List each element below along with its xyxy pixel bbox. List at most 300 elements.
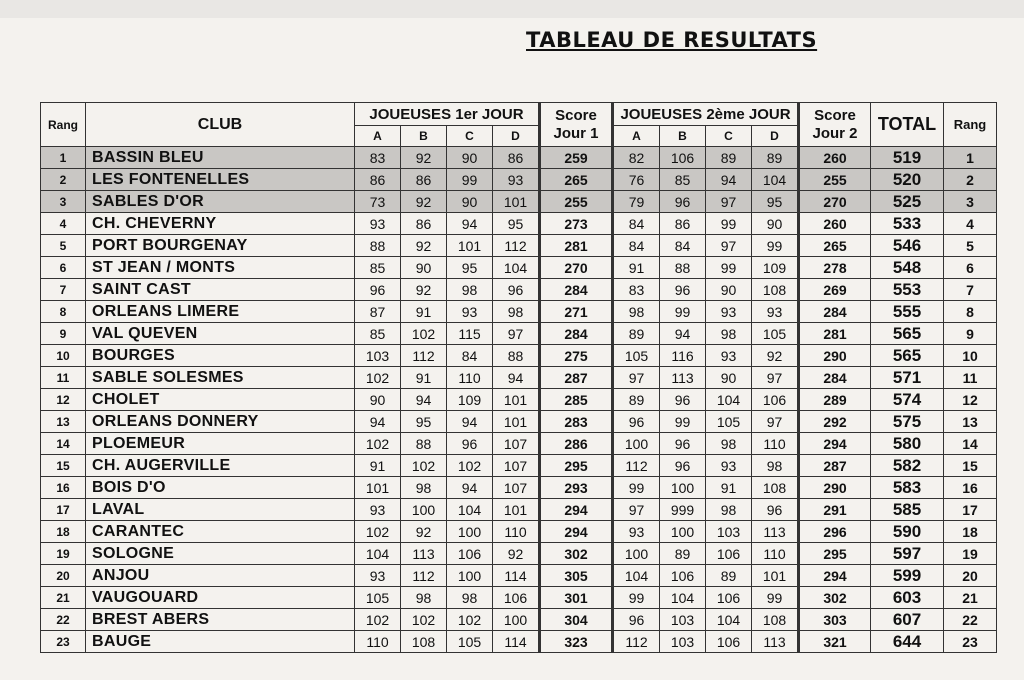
day1-a-cell: 102 [355, 367, 401, 389]
day2-c-cell: 98 [706, 499, 752, 521]
day1-c-cell: 100 [447, 521, 493, 543]
day1-a-cell: 110 [355, 631, 401, 653]
day2-b-cell: 103 [660, 609, 706, 631]
day1-c-cell: 98 [447, 279, 493, 301]
day1-b-cell: 102 [401, 609, 447, 631]
table-row [41, 433, 997, 455]
club-cell: LES FONTENELLES [86, 169, 355, 191]
rang-cell: 1 [41, 147, 86, 169]
day1-d-cell: 86 [493, 147, 540, 169]
day2-d-cell: 99 [752, 587, 799, 609]
day2-b-cell: 84 [660, 235, 706, 257]
day1-a-cell: 101 [355, 477, 401, 499]
day1-a-cell: 73 [355, 191, 401, 213]
score-day2-cell: 295 [799, 543, 871, 565]
day1-d-cell: 92 [493, 543, 540, 565]
day2-c-cell: 90 [706, 367, 752, 389]
day1-c-cell: 109 [447, 389, 493, 411]
day1-c-cell: 98 [447, 587, 493, 609]
total-cell: 583 [871, 477, 944, 499]
total-cell: 607 [871, 609, 944, 631]
table-row [41, 235, 997, 257]
day1-c-cell: 100 [447, 565, 493, 587]
table-row [41, 213, 997, 235]
final-rank-cell: 1 [944, 147, 997, 169]
score-day1-cell: 295 [540, 455, 613, 477]
table-row [41, 389, 997, 411]
day1-c-cell: 106 [447, 543, 493, 565]
day2-a-cell: 96 [613, 609, 660, 631]
day2-b-cell: 116 [660, 345, 706, 367]
day1-c-cell: 94 [447, 213, 493, 235]
club-cell: CARANTEC [86, 521, 355, 543]
header-score-day2-line2: Jour 2 [812, 124, 858, 142]
score-day1-cell: 285 [540, 389, 613, 411]
day1-b-cell: 92 [401, 235, 447, 257]
day1-a-cell: 105 [355, 587, 401, 609]
score-day2-cell: 284 [799, 301, 871, 323]
score-day2-cell: 265 [799, 235, 871, 257]
club-cell: CH. CHEVERNY [86, 213, 355, 235]
header-club: CLUB [86, 103, 355, 147]
table-row [41, 147, 997, 169]
day1-d-cell: 98 [493, 301, 540, 323]
score-day2-cell: 278 [799, 257, 871, 279]
score-day2-cell: 292 [799, 411, 871, 433]
day2-c-cell: 103 [706, 521, 752, 543]
rang-cell: 15 [41, 455, 86, 477]
header-day2: JOUEUSES 2ème JOUR [613, 103, 799, 126]
header-player-c-day1: C [447, 126, 493, 147]
day2-d-cell: 104 [752, 169, 799, 191]
day1-a-cell: 87 [355, 301, 401, 323]
results-sheet [0, 18, 1024, 680]
club-cell: BREST ABERS [86, 609, 355, 631]
header-score-day1-line2: Jour 1 [553, 124, 599, 142]
day2-d-cell: 109 [752, 257, 799, 279]
rang-cell: 14 [41, 433, 86, 455]
day1-c-cell: 105 [447, 631, 493, 653]
final-rank-cell: 21 [944, 587, 997, 609]
day2-a-cell: 82 [613, 147, 660, 169]
day1-b-cell: 100 [401, 499, 447, 521]
day1-b-cell: 91 [401, 367, 447, 389]
club-cell: SABLES D'OR [86, 191, 355, 213]
page-title: TABLEAU DE RESULTATS [526, 28, 818, 52]
day2-d-cell: 113 [752, 521, 799, 543]
total-cell: 553 [871, 279, 944, 301]
day2-a-cell: 83 [613, 279, 660, 301]
day1-d-cell: 101 [493, 191, 540, 213]
final-rank-cell: 6 [944, 257, 997, 279]
club-cell: BOURGES [86, 345, 355, 367]
day1-a-cell: 102 [355, 433, 401, 455]
total-cell: 590 [871, 521, 944, 543]
day1-d-cell: 112 [493, 235, 540, 257]
day1-d-cell: 107 [493, 477, 540, 499]
final-rank-cell: 4 [944, 213, 997, 235]
day2-d-cell: 110 [752, 433, 799, 455]
day2-b-cell: 96 [660, 389, 706, 411]
day1-b-cell: 102 [401, 323, 447, 345]
day1-d-cell: 107 [493, 433, 540, 455]
day2-b-cell: 96 [660, 433, 706, 455]
day2-c-cell: 99 [706, 213, 752, 235]
day1-b-cell: 94 [401, 389, 447, 411]
day1-a-cell: 85 [355, 257, 401, 279]
score-day1-cell: 294 [540, 499, 613, 521]
day1-d-cell: 94 [493, 367, 540, 389]
total-cell: 574 [871, 389, 944, 411]
day1-d-cell: 104 [493, 257, 540, 279]
rang-cell: 11 [41, 367, 86, 389]
day1-d-cell: 100 [493, 609, 540, 631]
score-day2-cell: 294 [799, 565, 871, 587]
score-day2-cell: 291 [799, 499, 871, 521]
day2-b-cell: 96 [660, 191, 706, 213]
final-rank-cell: 15 [944, 455, 997, 477]
header-player-c-day2: C [706, 126, 752, 147]
day2-d-cell: 97 [752, 367, 799, 389]
day1-d-cell: 101 [493, 499, 540, 521]
final-rank-cell: 20 [944, 565, 997, 587]
day2-a-cell: 97 [613, 499, 660, 521]
day1-a-cell: 93 [355, 499, 401, 521]
total-cell: 548 [871, 257, 944, 279]
day2-d-cell: 90 [752, 213, 799, 235]
total-cell: 597 [871, 543, 944, 565]
rang-cell: 7 [41, 279, 86, 301]
table-row [41, 169, 997, 191]
day2-c-cell: 93 [706, 455, 752, 477]
day1-a-cell: 93 [355, 213, 401, 235]
table-row [41, 543, 997, 565]
final-rank-cell: 11 [944, 367, 997, 389]
day2-a-cell: 84 [613, 213, 660, 235]
score-day1-cell: 255 [540, 191, 613, 213]
score-day1-cell: 273 [540, 213, 613, 235]
rang-cell: 5 [41, 235, 86, 257]
day2-b-cell: 86 [660, 213, 706, 235]
rang-cell: 19 [41, 543, 86, 565]
day1-b-cell: 92 [401, 521, 447, 543]
total-cell: 585 [871, 499, 944, 521]
day1-c-cell: 102 [447, 455, 493, 477]
table-row [41, 521, 997, 543]
total-cell: 571 [871, 367, 944, 389]
day2-c-cell: 98 [706, 433, 752, 455]
day1-b-cell: 92 [401, 279, 447, 301]
table-row [41, 323, 997, 345]
day1-d-cell: 106 [493, 587, 540, 609]
day1-c-cell: 101 [447, 235, 493, 257]
day1-d-cell: 96 [493, 279, 540, 301]
day1-d-cell: 93 [493, 169, 540, 191]
day2-a-cell: 91 [613, 257, 660, 279]
total-cell: 533 [871, 213, 944, 235]
final-rank-cell: 18 [944, 521, 997, 543]
day2-c-cell: 105 [706, 411, 752, 433]
score-day2-cell: 321 [799, 631, 871, 653]
day1-c-cell: 93 [447, 301, 493, 323]
club-cell: BASSIN BLEU [86, 147, 355, 169]
day1-d-cell: 101 [493, 389, 540, 411]
score-day2-cell: 260 [799, 147, 871, 169]
day2-d-cell: 113 [752, 631, 799, 653]
final-rank-cell: 19 [944, 543, 997, 565]
day2-a-cell: 79 [613, 191, 660, 213]
table-row [41, 345, 997, 367]
table-row [41, 477, 997, 499]
day2-d-cell: 106 [752, 389, 799, 411]
day1-a-cell: 104 [355, 543, 401, 565]
day2-c-cell: 99 [706, 257, 752, 279]
total-cell: 520 [871, 169, 944, 191]
final-rank-cell: 10 [944, 345, 997, 367]
results-table [40, 102, 997, 653]
day1-c-cell: 110 [447, 367, 493, 389]
score-day1-cell: 284 [540, 323, 613, 345]
total-cell: 603 [871, 587, 944, 609]
final-rank-cell: 16 [944, 477, 997, 499]
score-day1-cell: 259 [540, 147, 613, 169]
day2-b-cell: 96 [660, 455, 706, 477]
day2-b-cell: 94 [660, 323, 706, 345]
score-day2-cell: 260 [799, 213, 871, 235]
rang-cell: 6 [41, 257, 86, 279]
final-rank-cell: 3 [944, 191, 997, 213]
day1-c-cell: 84 [447, 345, 493, 367]
day2-d-cell: 89 [752, 147, 799, 169]
day1-b-cell: 86 [401, 213, 447, 235]
day1-b-cell: 86 [401, 169, 447, 191]
day2-b-cell: 100 [660, 521, 706, 543]
total-cell: 565 [871, 323, 944, 345]
day2-d-cell: 97 [752, 411, 799, 433]
day1-d-cell: 101 [493, 411, 540, 433]
day1-a-cell: 102 [355, 609, 401, 631]
header-score-day1-line1: Score [555, 106, 597, 124]
club-cell: CHOLET [86, 389, 355, 411]
score-day2-cell: 294 [799, 433, 871, 455]
score-day2-cell: 284 [799, 367, 871, 389]
day1-b-cell: 92 [401, 191, 447, 213]
total-cell: 599 [871, 565, 944, 587]
total-cell: 546 [871, 235, 944, 257]
day2-d-cell: 108 [752, 477, 799, 499]
table-row [41, 191, 997, 213]
club-cell: CH. AUGERVILLE [86, 455, 355, 477]
score-day1-cell: 293 [540, 477, 613, 499]
header-player-b-day1: B [401, 126, 447, 147]
table-row [41, 301, 997, 323]
score-day2-cell: 290 [799, 477, 871, 499]
final-rank-cell: 5 [944, 235, 997, 257]
header-player-d-day1: D [493, 126, 540, 147]
final-rank-cell: 17 [944, 499, 997, 521]
day2-a-cell: 84 [613, 235, 660, 257]
day2-b-cell: 88 [660, 257, 706, 279]
day2-d-cell: 110 [752, 543, 799, 565]
day2-d-cell: 93 [752, 301, 799, 323]
final-rank-cell: 12 [944, 389, 997, 411]
day2-c-cell: 91 [706, 477, 752, 499]
header-player-a-day2: A [613, 126, 660, 147]
score-day1-cell: 271 [540, 301, 613, 323]
day1-d-cell: 114 [493, 565, 540, 587]
results-body [41, 147, 997, 653]
header-day1: JOUEUSES 1er JOUR [355, 103, 540, 126]
day2-b-cell: 89 [660, 543, 706, 565]
rang-cell: 16 [41, 477, 86, 499]
total-cell: 580 [871, 433, 944, 455]
final-rank-cell: 9 [944, 323, 997, 345]
club-cell: SABLE SOLESMES [86, 367, 355, 389]
day1-a-cell: 88 [355, 235, 401, 257]
final-rank-cell: 2 [944, 169, 997, 191]
day2-b-cell: 85 [660, 169, 706, 191]
day2-a-cell: 76 [613, 169, 660, 191]
club-cell: ANJOU [86, 565, 355, 587]
rang-cell: 22 [41, 609, 86, 631]
day2-a-cell: 97 [613, 367, 660, 389]
table-row [41, 455, 997, 477]
day2-c-cell: 106 [706, 587, 752, 609]
table-row [41, 631, 997, 653]
final-rank-cell: 23 [944, 631, 997, 653]
club-cell: PLOEMEUR [86, 433, 355, 455]
header-player-d-day2: D [752, 126, 799, 147]
day2-d-cell: 96 [752, 499, 799, 521]
club-cell: LAVAL [86, 499, 355, 521]
score-day1-cell: 281 [540, 235, 613, 257]
day1-a-cell: 85 [355, 323, 401, 345]
day2-c-cell: 98 [706, 323, 752, 345]
day2-c-cell: 104 [706, 389, 752, 411]
score-day2-cell: 287 [799, 455, 871, 477]
score-day2-cell: 255 [799, 169, 871, 191]
day2-a-cell: 93 [613, 521, 660, 543]
header-score-day1 [540, 103, 613, 147]
total-cell: 519 [871, 147, 944, 169]
day1-d-cell: 97 [493, 323, 540, 345]
score-day1-cell: 270 [540, 257, 613, 279]
day2-d-cell: 95 [752, 191, 799, 213]
rang-cell: 3 [41, 191, 86, 213]
day2-b-cell: 999 [660, 499, 706, 521]
club-cell: VAL QUEVEN [86, 323, 355, 345]
score-day1-cell: 304 [540, 609, 613, 631]
day2-a-cell: 112 [613, 631, 660, 653]
day2-d-cell: 101 [752, 565, 799, 587]
table-row [41, 367, 997, 389]
day1-b-cell: 90 [401, 257, 447, 279]
club-cell: BOIS D'O [86, 477, 355, 499]
day1-a-cell: 94 [355, 411, 401, 433]
score-day1-cell: 284 [540, 279, 613, 301]
score-day1-cell: 283 [540, 411, 613, 433]
day1-a-cell: 102 [355, 521, 401, 543]
day2-c-cell: 106 [706, 543, 752, 565]
rang-cell: 2 [41, 169, 86, 191]
table-row [41, 565, 997, 587]
day2-b-cell: 103 [660, 631, 706, 653]
final-rank-cell: 22 [944, 609, 997, 631]
total-cell: 644 [871, 631, 944, 653]
rang-cell: 18 [41, 521, 86, 543]
score-day1-cell: 305 [540, 565, 613, 587]
score-day2-cell: 269 [799, 279, 871, 301]
day2-b-cell: 99 [660, 411, 706, 433]
day2-b-cell: 106 [660, 565, 706, 587]
total-cell: 575 [871, 411, 944, 433]
day2-b-cell: 104 [660, 587, 706, 609]
day2-b-cell: 113 [660, 367, 706, 389]
day2-b-cell: 96 [660, 279, 706, 301]
score-day1-cell: 294 [540, 521, 613, 543]
total-cell: 555 [871, 301, 944, 323]
club-cell: ORLEANS LIMERE [86, 301, 355, 323]
header-total: TOTAL [871, 103, 944, 147]
day2-d-cell: 105 [752, 323, 799, 345]
day2-a-cell: 104 [613, 565, 660, 587]
rang-cell: 12 [41, 389, 86, 411]
club-cell: VAUGOUARD [86, 587, 355, 609]
header-rang-final: Rang [944, 103, 997, 147]
day1-d-cell: 114 [493, 631, 540, 653]
total-cell: 582 [871, 455, 944, 477]
day2-d-cell: 92 [752, 345, 799, 367]
header-score-day2-line1: Score [814, 106, 856, 124]
day1-a-cell: 83 [355, 147, 401, 169]
total-cell: 525 [871, 191, 944, 213]
day2-c-cell: 90 [706, 279, 752, 301]
day1-d-cell: 88 [493, 345, 540, 367]
day1-c-cell: 102 [447, 609, 493, 631]
day1-b-cell: 91 [401, 301, 447, 323]
day2-c-cell: 93 [706, 301, 752, 323]
day1-b-cell: 92 [401, 147, 447, 169]
header-rang: Rang [41, 103, 86, 147]
day2-a-cell: 96 [613, 411, 660, 433]
final-rank-cell: 14 [944, 433, 997, 455]
day2-a-cell: 100 [613, 433, 660, 455]
rang-cell: 20 [41, 565, 86, 587]
score-day2-cell: 289 [799, 389, 871, 411]
day1-b-cell: 113 [401, 543, 447, 565]
day1-d-cell: 95 [493, 213, 540, 235]
final-rank-cell: 8 [944, 301, 997, 323]
day1-b-cell: 112 [401, 565, 447, 587]
day1-a-cell: 103 [355, 345, 401, 367]
day1-c-cell: 99 [447, 169, 493, 191]
day2-d-cell: 98 [752, 455, 799, 477]
header-player-a-day1: A [355, 126, 401, 147]
club-cell: BAUGE [86, 631, 355, 653]
total-cell: 565 [871, 345, 944, 367]
day1-c-cell: 90 [447, 147, 493, 169]
day2-a-cell: 89 [613, 389, 660, 411]
day1-b-cell: 112 [401, 345, 447, 367]
day1-a-cell: 93 [355, 565, 401, 587]
day2-d-cell: 99 [752, 235, 799, 257]
score-day2-cell: 290 [799, 345, 871, 367]
day2-c-cell: 89 [706, 147, 752, 169]
final-rank-cell: 13 [944, 411, 997, 433]
club-cell: SAINT CAST [86, 279, 355, 301]
final-rank-cell: 7 [944, 279, 997, 301]
day2-c-cell: 97 [706, 235, 752, 257]
